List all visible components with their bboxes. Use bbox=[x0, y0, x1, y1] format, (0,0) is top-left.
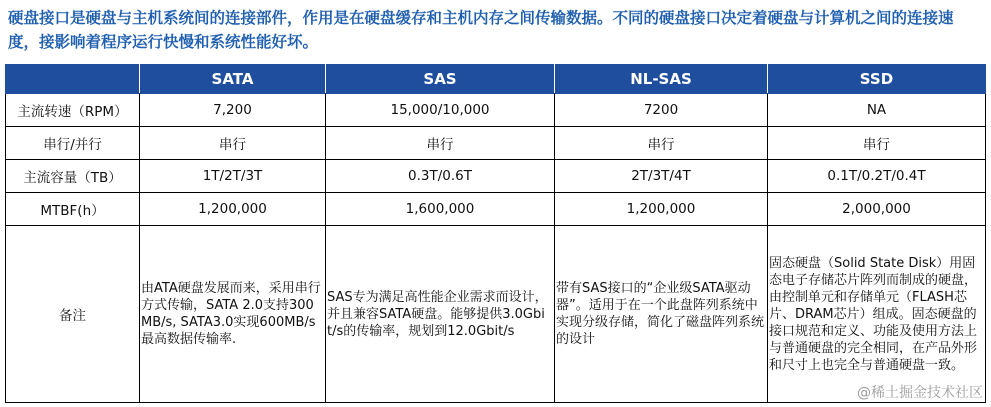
table-cell: 2,000,000 bbox=[768, 193, 986, 226]
table-cell: 2T/3T/4T bbox=[555, 160, 768, 193]
note-cell-sas: SAS专为满足高性能企业需求而设计，并且兼容SATA硬盘。能够提供3.0Gbit/s的传输率，规划到12.0Gbit/s bbox=[326, 226, 555, 403]
table-row bbox=[6, 94, 986, 127]
table-cell: 串行 bbox=[768, 127, 986, 160]
intro-text: 硬盘接口是硬盘与主机系统间的连接部件，作用是在硬盘缓存和主机内存之间传输数据。不同的硬盘接口决定着硬盘与计算机之间的连接速度，接影响着程序运行快慢和系统性能好坏。 bbox=[8, 9, 954, 51]
table-cell: 1T/2T/3T bbox=[140, 160, 326, 193]
row-label: MTBF(h） bbox=[6, 193, 140, 226]
table-row bbox=[6, 193, 986, 226]
row-label: 主流转速（RPM） bbox=[6, 94, 140, 127]
table-cell: 1,200,000 bbox=[140, 193, 326, 226]
watermark: @稀土掘金技术社区 bbox=[857, 385, 983, 401]
table-cell: 7,200 bbox=[140, 94, 326, 127]
table-cell: 1,200,000 bbox=[555, 193, 768, 226]
row-label: 备注 bbox=[6, 226, 140, 403]
table-header-row bbox=[6, 65, 986, 94]
header-sata: SATA bbox=[140, 65, 326, 94]
table-row bbox=[6, 127, 986, 160]
note-cell-ssd: 固态硬盘（Solid State Disk）用固态电子存储芯片阵列而制成的硬盘，由控制单元和存储单元（FLASH芯片、DRAM芯片）组成。固态硬盘的接口规范和定义、功能及使用方法上与普通硬盘的完全相同，在产品外形和尺寸上也完全与普通硬盘一致。 bbox=[768, 226, 986, 403]
note-cell-sata: 由ATA硬盘发展而来，采用串行方式传输，SATA 2.0支持300MB/s, SATA3.0实现600MB/s最高数据传输率. bbox=[140, 226, 326, 403]
row-label: 主流容量（TB） bbox=[6, 160, 140, 193]
table-cell: 7200 bbox=[555, 94, 768, 127]
table-cell: 串行 bbox=[555, 127, 768, 160]
note-cell-nl-sas: 带有SAS接口的“企业级SATA驱动器”。适用于在一个此盘阵列系统中实现分级存储，简化了磁盘阵列系统的设计 bbox=[555, 226, 768, 403]
table-cell: 0.1T/0.2T/0.4T bbox=[768, 160, 986, 193]
header-nl-sas: NL-SAS bbox=[555, 65, 768, 94]
comparison-table bbox=[5, 64, 986, 403]
row-label: 串行/并行 bbox=[6, 127, 140, 160]
table-cell: NA bbox=[768, 94, 986, 127]
table-row-notes bbox=[6, 226, 986, 403]
header-blank bbox=[6, 65, 140, 94]
table-row bbox=[6, 160, 986, 193]
table-cell: 1,600,000 bbox=[326, 193, 555, 226]
table-cell: 串行 bbox=[140, 127, 326, 160]
table-cell: 0.3T/0.6T bbox=[326, 160, 555, 193]
table-cell: 串行 bbox=[326, 127, 555, 160]
header-sas: SAS bbox=[326, 65, 555, 94]
table-cell: 15,000/10,000 bbox=[326, 94, 555, 127]
header-ssd: SSD bbox=[768, 65, 986, 94]
